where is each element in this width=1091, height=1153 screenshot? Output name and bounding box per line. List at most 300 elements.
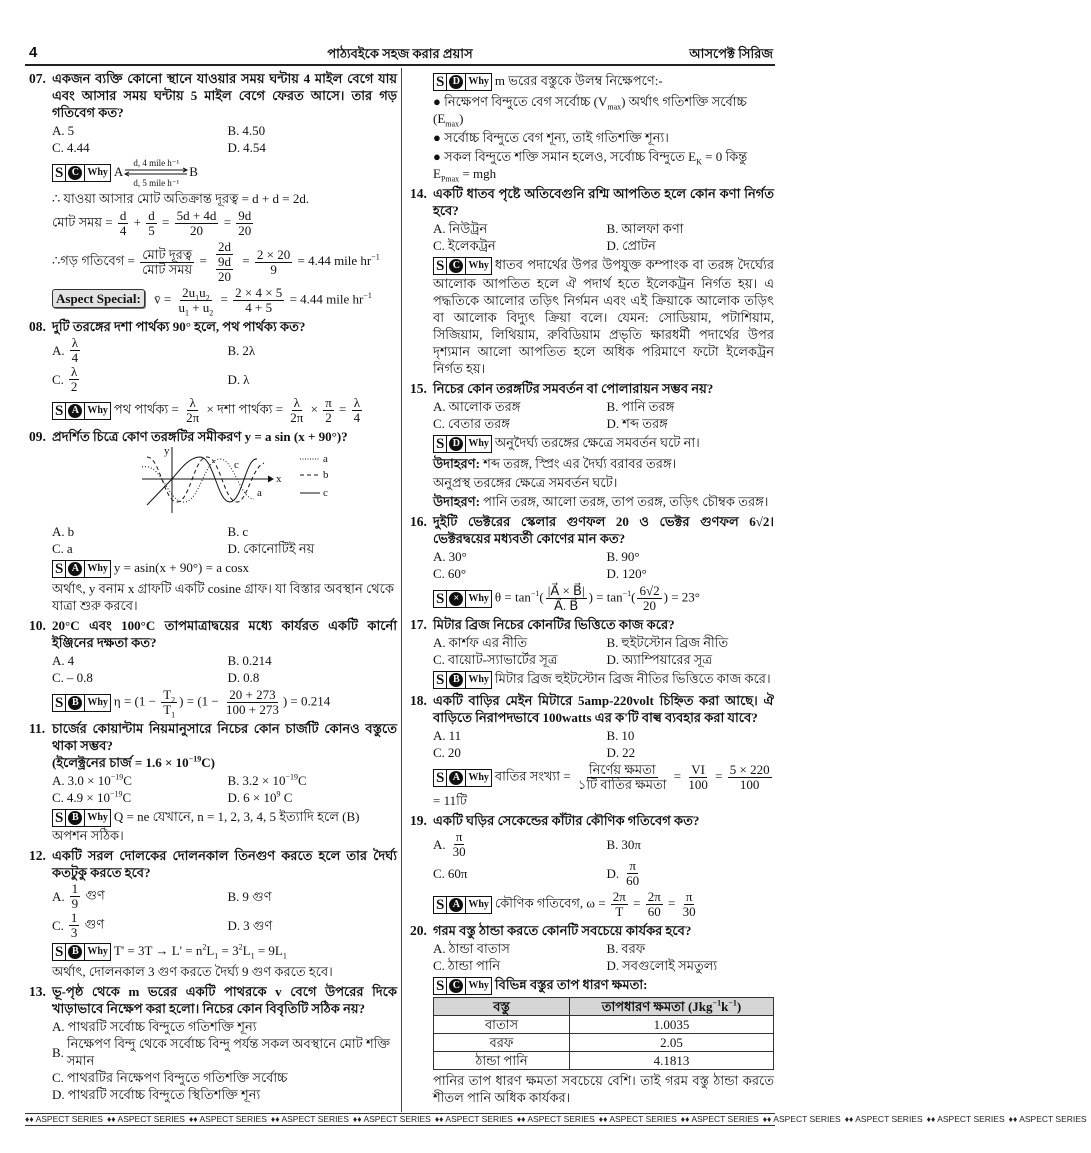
math-text: অর্থাৎ, দোলনকাল 3 গুণ করতে দৈর্ঘ্য 9 গুণ করতে হবে।	[52, 964, 333, 980]
math-text: গরম বস্তু ঠান্ডা করতে কোনটি সবচেয়ে কার্যকর হবে?	[433, 923, 692, 939]
denominator	[613, 905, 625, 919]
table-header-row	[434, 998, 774, 1016]
option-d	[607, 415, 775, 432]
superscript: −1	[728, 998, 737, 1008]
option-label: B.	[227, 343, 240, 358]
math-text: 2 × 20	[256, 246, 291, 262]
numerator	[546, 584, 587, 599]
column-header	[570, 998, 774, 1016]
solution	[52, 158, 397, 318]
option-value	[243, 789, 292, 806]
option-label: B.	[227, 524, 240, 539]
math-text: 2	[70, 379, 78, 394]
math-text: ) = (1 −	[179, 693, 222, 709]
math-text: λ	[189, 395, 196, 410]
superscript: −19	[110, 772, 124, 782]
superscript: −1	[712, 998, 722, 1008]
math-text: = 4.44 mile hr	[294, 252, 372, 268]
subscript: 2	[205, 293, 210, 303]
option-a	[433, 727, 601, 744]
math-text: 90°	[621, 549, 640, 565]
math-text: = 0 কিন্তু E	[433, 149, 748, 182]
footer-repeat-text: ♦♦ ASPECT SERIES	[680, 1114, 759, 1124]
option-c	[52, 1069, 397, 1086]
numerator	[454, 830, 465, 845]
math-text: 9 গুণ	[242, 889, 272, 905]
solution-line	[52, 240, 397, 284]
solution	[433, 434, 774, 510]
option-a	[433, 634, 601, 651]
badge-why: Why	[465, 436, 491, 452]
math-text: = 11টি	[433, 793, 467, 809]
option-value	[68, 122, 75, 139]
option-value	[67, 1069, 288, 1086]
numerator	[646, 890, 663, 905]
superscript: 9	[276, 789, 281, 799]
question-body	[52, 720, 397, 844]
fraction	[146, 209, 157, 238]
solution-badge	[433, 590, 492, 608]
math-text: একটি সরল দোলকের দোলনকাল তিনগুণ করতে হলে তার দৈর্ঘ্য কতটুকু করতে হবে?	[52, 848, 397, 881]
solution	[433, 72, 774, 182]
math-text: ঠান্ডা পানি	[475, 1053, 528, 1069]
question-body	[433, 380, 774, 510]
solution-badge	[52, 402, 111, 420]
subscript: Pmax	[440, 174, 460, 184]
option-label: D.	[606, 416, 620, 432]
fraction	[576, 763, 669, 792]
curve-label-a: a	[257, 487, 262, 499]
math-text: 2u	[182, 285, 196, 300]
question	[406, 513, 774, 613]
math-text: একটি ঘড়ির সেকেন্ডের কাঁটার কৌণিক গতিবেগ কত?	[433, 813, 700, 829]
curve-label-c: c	[234, 459, 239, 471]
option-value	[621, 548, 639, 565]
option-label: D.	[227, 918, 241, 934]
fraction	[686, 763, 710, 792]
numerator	[323, 396, 334, 411]
option-label: A.	[433, 549, 446, 565]
option-label: C.	[52, 918, 64, 934]
math-text: 5	[67, 123, 75, 138]
question-number: 20.	[410, 923, 427, 939]
denominator	[288, 411, 305, 425]
math-text: তাপধারণ ক্ষমতা (Jkg	[601, 999, 713, 1015]
option-value	[622, 744, 635, 761]
option-a	[52, 523, 222, 540]
denominator	[738, 778, 762, 792]
math-text: ) = 0.214	[282, 693, 331, 709]
math-text: (	[539, 589, 544, 605]
math-text: বেতার তরঙ্গ	[447, 416, 510, 432]
option-value	[622, 651, 712, 668]
math-text: θ = tan	[494, 589, 531, 605]
option-b	[52, 1035, 397, 1069]
math-text: 30	[682, 904, 696, 920]
subscript: 1	[214, 951, 219, 961]
badge-why: Why	[465, 74, 491, 90]
fraction	[233, 286, 284, 315]
option-value	[67, 365, 82, 394]
fraction	[611, 890, 628, 919]
question	[25, 318, 397, 425]
math-text: 3.0 × 10	[67, 773, 111, 789]
math-text: 1	[70, 910, 78, 926]
denominator	[176, 300, 215, 318]
math-text: বায়োট-স্যাভার্টের সূত্র	[447, 652, 558, 668]
option-label: A.	[433, 399, 446, 415]
numerator	[684, 890, 695, 905]
denominator	[69, 926, 80, 940]
math-text: কোনোটিই নয়	[243, 541, 315, 556]
table-row	[434, 1052, 774, 1070]
math-text: 1	[71, 881, 79, 897]
option-c	[52, 911, 222, 940]
question-number: 08.	[29, 319, 46, 334]
math-text: নিচের কোন তরঙ্গটির সমবর্তন বা পোলারায়ন সম্ভব নয়?	[433, 381, 714, 397]
solution-line	[52, 963, 397, 980]
math-text: 3.2 × 10	[242, 773, 286, 789]
solution-line	[433, 670, 774, 689]
question-text	[52, 847, 397, 881]
math-text: 20	[643, 598, 657, 614]
question-body	[52, 983, 397, 1103]
math-text: C)	[201, 755, 215, 771]
superscript: 2	[202, 942, 207, 952]
question	[25, 617, 397, 720]
question-number: 10.	[29, 618, 46, 634]
fraction	[646, 890, 663, 919]
solution-badge	[433, 977, 492, 995]
option-label: C.	[52, 372, 64, 387]
numerator	[689, 763, 707, 778]
math-text: দুইটি ভেক্টরের স্কেলার গুণফল 20 ও ভেক্টর গুণফল 6√2। ভেক্টরদ্বয়ের মধ্যবর্তী কোণের মান কত?	[433, 514, 774, 547]
bold-text: উদাহরণ:	[433, 456, 480, 472]
question	[25, 847, 397, 980]
math-text: T	[163, 687, 172, 703]
options	[433, 940, 774, 974]
option-a	[433, 398, 601, 415]
math-text: =	[220, 214, 235, 230]
badge-s: S	[53, 561, 66, 577]
fraction	[546, 584, 587, 613]
numerator	[70, 336, 80, 351]
answer-circle-icon: C	[68, 166, 82, 180]
denominator	[624, 874, 641, 888]
math-text: 60	[626, 873, 640, 889]
option-d	[228, 365, 398, 394]
solution-line	[433, 148, 774, 182]
math-text: 2 × 4 × 5	[235, 285, 283, 300]
option-value	[448, 651, 558, 668]
option-c	[433, 237, 601, 254]
math-text: 5 × 220	[729, 762, 770, 778]
math-text: Q = ne যেখানে, n = 1, 2, 3, 4, 5 ইত্যাদি হলে (B) অপশন সঠিক।	[52, 809, 360, 844]
superscript: −1	[371, 252, 380, 262]
math-text: 4	[353, 410, 361, 425]
solution-line	[433, 256, 774, 377]
option-value	[621, 836, 641, 853]
option-label: A.	[433, 635, 446, 651]
answer-circle-icon: D	[449, 75, 463, 89]
footer-repeat-text: ♦♦ ASPECT SERIES	[188, 1114, 267, 1124]
math-text: 2.05	[660, 1035, 683, 1051]
denominator	[236, 224, 253, 238]
options	[52, 122, 397, 156]
question-number: 17.	[410, 617, 427, 633]
math-text: 20°C এবং 100°C তাপমাত্রাদ্বয়ের মধ্যে কার্যরত একটি কার্নো ইঞ্জিনের দক্ষতা কত?	[52, 618, 397, 651]
option-value	[448, 415, 510, 432]
options	[52, 882, 397, 940]
solution-line	[433, 493, 774, 510]
option-label: D.	[606, 745, 620, 761]
denominator	[161, 702, 177, 720]
math-text: 2d	[218, 239, 232, 254]
math-text: পানি তরঙ্গ	[621, 399, 675, 415]
question	[25, 720, 397, 844]
solution-badge	[52, 809, 111, 827]
numerator	[118, 209, 129, 224]
solution	[52, 808, 397, 844]
math-text: 100	[688, 777, 708, 793]
question-text	[433, 380, 774, 397]
option-a	[52, 772, 222, 789]
math-text: y = asin(x + 90°) = a cosx	[113, 560, 250, 575]
solution	[52, 396, 397, 425]
math-text: = 4.44 mile hr	[286, 291, 364, 307]
math-text: =	[217, 291, 232, 307]
question	[406, 616, 774, 689]
column-divider	[401, 68, 402, 1112]
question-text	[52, 318, 397, 335]
math-text: )	[459, 111, 464, 127]
math-text: 30°	[448, 549, 467, 565]
badge-why: Why	[84, 561, 110, 577]
math-text: 60π	[447, 866, 468, 882]
option-label: B.	[227, 653, 240, 669]
numerator	[70, 882, 81, 897]
question-body	[433, 812, 774, 919]
option-label: D.	[606, 652, 620, 668]
question-text	[433, 922, 774, 939]
math-text: = mgh	[459, 166, 497, 182]
badge-why: Why	[84, 944, 110, 960]
badge-s: S	[434, 258, 447, 274]
subscript: 1	[195, 293, 200, 303]
math-text: 4.9 × 10	[66, 790, 111, 806]
option-label: A.	[52, 123, 65, 138]
math-text: η = (1 −	[113, 693, 160, 709]
numerator	[161, 688, 177, 703]
option-d	[228, 139, 398, 156]
option-value	[242, 122, 265, 139]
math-text: পাথরটির নিক্ষেপণ বিন্দুতে গতিশক্তি সর্বোচ্চ	[66, 1070, 288, 1086]
denominator	[552, 599, 580, 613]
math-text: নিউট্রন	[448, 221, 488, 237]
table-row	[434, 1016, 774, 1034]
header-tagline: পাঠ্যবইকে সহজ করার প্রয়াস	[327, 46, 473, 61]
math-text: মোট দূরত্ব	[142, 246, 193, 262]
math-text: 120°	[622, 566, 647, 582]
numerator	[187, 396, 197, 411]
question-body	[433, 72, 774, 182]
question-number: 14.	[410, 186, 427, 202]
math-text: কার্শফ এর নীতি	[448, 635, 528, 651]
option-b	[607, 548, 775, 565]
question-body	[52, 318, 397, 425]
math-text: 5	[148, 223, 155, 238]
question-text	[433, 513, 774, 547]
question-body	[433, 616, 774, 689]
numerator	[637, 584, 661, 599]
question-number: 11.	[29, 721, 46, 737]
math-text: ঠান্ডা পানি	[447, 958, 501, 974]
options	[52, 523, 397, 557]
badge-why: Why	[84, 810, 110, 826]
fraction	[255, 248, 292, 277]
math-text: λ	[243, 372, 250, 387]
option-value	[242, 652, 271, 669]
math-text: 100	[739, 777, 760, 793]
option-label: C.	[433, 958, 445, 974]
math-text: সবগুলোই সমতুল্য	[622, 958, 718, 974]
fraction	[69, 365, 80, 394]
math-text: – 0.8	[66, 670, 93, 686]
option-c	[433, 565, 601, 582]
denominator	[146, 224, 157, 238]
math-text: 60°	[447, 566, 467, 582]
math-text: ● সর্বোচ্চ বিন্দুতে বেগ শূন্য, তাই গতিশক্তি শূন্য।	[433, 130, 669, 146]
math-text: T' = 3T → L' = n	[113, 943, 203, 959]
option-value	[68, 882, 105, 911]
math-text: =	[196, 252, 211, 268]
option-value	[448, 957, 500, 974]
solution	[433, 890, 774, 919]
option-value	[243, 371, 249, 388]
math-text: বাতাস	[484, 1017, 519, 1033]
subscript: 1	[250, 951, 255, 961]
math-text: 2π	[612, 889, 626, 905]
badge-why: Why	[465, 258, 491, 274]
math-text: পাথরটি সর্বোচ্চ বিন্দুতে স্থিতিশক্তি শূন্য	[67, 1087, 261, 1103]
option-label: D.	[52, 1087, 65, 1103]
numerator	[216, 240, 233, 255]
option-label: D.	[606, 866, 620, 882]
option-value	[67, 789, 131, 806]
fraction	[118, 209, 129, 238]
option-value	[622, 957, 717, 974]
option-a	[52, 336, 222, 365]
math-text: 9	[270, 261, 277, 277]
solution-line	[52, 580, 397, 614]
math-text: আলোক তরঙ্গ	[448, 399, 521, 415]
math-text: C	[298, 773, 307, 789]
badge-why: Why	[465, 897, 491, 913]
column-header	[434, 998, 570, 1016]
math-text: 60	[647, 904, 661, 920]
option-c	[52, 540, 222, 557]
numerator	[627, 859, 638, 874]
option-value	[243, 669, 259, 686]
footer-repeat-text: ♦♦ ASPECT SERIES	[762, 1114, 841, 1124]
option-label: C.	[433, 652, 445, 668]
math-text: = 3	[218, 943, 239, 959]
denominator	[184, 411, 201, 425]
solution-badge	[52, 694, 111, 712]
numerator	[69, 911, 80, 926]
option-label: B.	[606, 728, 619, 744]
options	[52, 336, 397, 394]
math-text: 3	[70, 925, 78, 941]
solution-line	[52, 396, 397, 425]
question	[406, 812, 774, 919]
options	[433, 548, 774, 582]
numerator	[236, 209, 253, 224]
footer-repeat-text: ♦♦ ASPECT SERIES	[270, 1114, 349, 1124]
denominator	[70, 897, 81, 911]
math-text: প্রোটন	[622, 238, 656, 254]
option-d	[607, 744, 775, 761]
option-value	[449, 548, 467, 565]
fraction	[184, 396, 201, 425]
option-value	[622, 237, 656, 254]
denominator	[188, 224, 205, 238]
option-c	[433, 415, 601, 432]
math-text: λ	[293, 395, 300, 410]
solution-badge	[52, 560, 111, 578]
fraction	[176, 285, 215, 318]
math-text: ∴ যাওয়া আসার মোট অতিক্রান্ত দূরত্ব = d + d = 2d.	[52, 191, 310, 206]
question-body	[52, 70, 397, 318]
option-value	[448, 744, 461, 761]
badge-s: S	[434, 978, 447, 994]
badge-why: Why	[465, 770, 491, 786]
option-value	[449, 398, 521, 415]
math-text: একটি ধাতব পৃষ্টে অতিবেগুনি রশ্মি আপতিত হলে কোন কণা নির্গত হবে?	[433, 186, 774, 219]
footer-repeat-text: ♦♦ ASPECT SERIES	[106, 1114, 185, 1124]
option-label: D.	[606, 566, 620, 582]
question-text	[433, 692, 774, 726]
option-d	[607, 237, 775, 254]
solution	[433, 670, 774, 689]
math-text: নিক্ষেপণ বিন্দু থেকে সর্বোচ্চ বিন্দু পর্যন্ত সকল অবস্থানে মোট শক্তি সমান	[66, 1036, 390, 1069]
fraction	[323, 396, 334, 425]
numerator	[227, 688, 277, 703]
math-text: 4.50	[242, 123, 266, 138]
option-label: A.	[52, 343, 65, 358]
solution-line	[52, 687, 397, 720]
fraction	[451, 830, 468, 859]
fraction	[637, 584, 661, 613]
answer-circle-icon: B	[68, 945, 82, 959]
math-text: ● সকল বিন্দুতে শক্তি সমান হলেও, সর্বোচ্চ বিন্দুতে E	[433, 149, 697, 165]
answer-circle-icon: A	[449, 771, 463, 785]
option-c	[433, 957, 601, 974]
option-value	[67, 139, 90, 156]
option-value	[621, 940, 645, 957]
denominator	[69, 380, 80, 394]
math-text: বস্তু	[493, 999, 510, 1015]
math-text: 30π	[621, 837, 641, 853]
option-value	[622, 565, 647, 582]
numerator	[233, 286, 284, 301]
table-cell	[570, 1016, 774, 1034]
arrow-label-top: d, 4 mile h⁻¹	[133, 158, 180, 168]
numerator	[255, 248, 292, 263]
solution-badge	[433, 896, 492, 914]
solution	[52, 559, 397, 614]
math-text: শব্দ তরঙ্গ	[622, 416, 668, 432]
